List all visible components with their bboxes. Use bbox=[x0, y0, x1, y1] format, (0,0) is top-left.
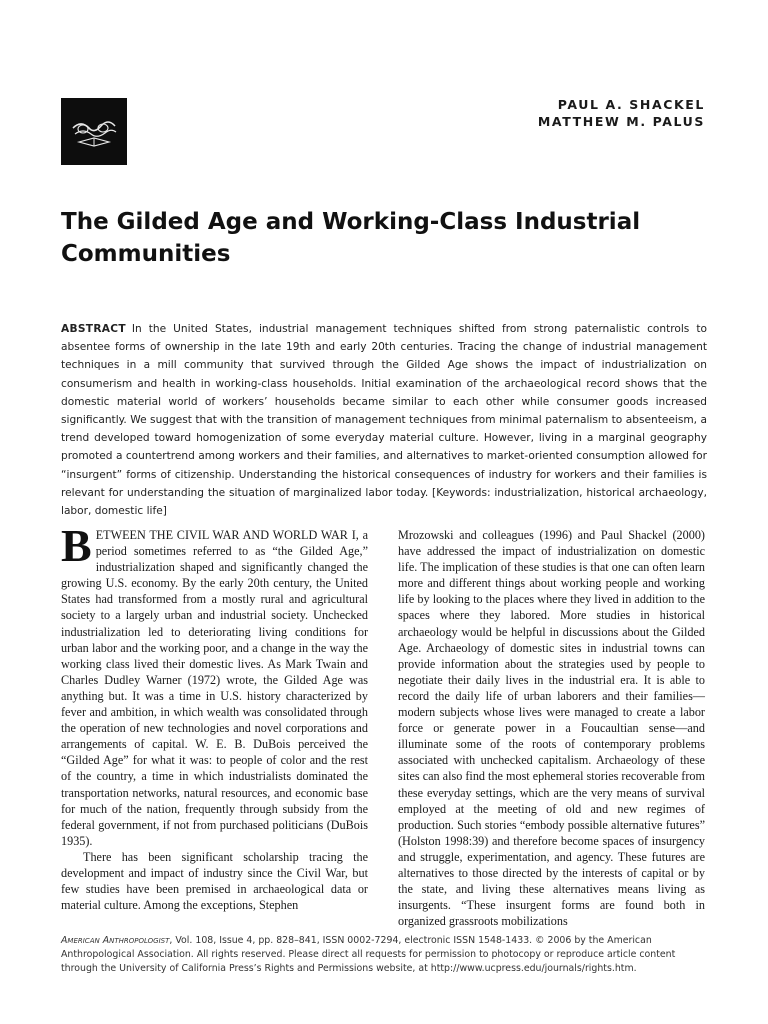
abstract-text: In the United States, industrial management techniques shifted from strong paternalistic controls to absentee forms of ownership in the late 19th and early 20th centuries. Tracing the change of industrial management techniques in a mill community that survived through the Gilded Age shows the impact of industrialization on consumerism and health in working-class households. Initial examination of the archaeological record shows that the domestic material world of workers’ households became similar to each other while consumer goods increased significantly. We suggest that with the transition of management techniques from minimal paternalism to absenteeism, a trend developed toward homogenization of some everyday material culture. However, living in a marginal geography promoted a countertrend among workers and their families, and alternatives to market-oriented consumption allowed for “insurgent” forms of citizenship. Understanding the historical consequences of industry for workers and their families is relevant for understanding the situation of marginalized labor today. [Keywords: industrialization, historical archaeology, labor, domestic life] bbox=[61, 323, 707, 518]
body-column-left bbox=[61, 520, 368, 913]
body-paragraph: There has been significant scholarship tracing the development and impact of industry since the Civil War, but few studies have been premised in archaeological data or material culture. Among the exceptions, Stephen bbox=[61, 849, 368, 913]
logo-emblem-icon bbox=[61, 98, 127, 165]
drop-cap: B bbox=[61, 520, 92, 571]
author-name: PAUL A. SHACKEL bbox=[557, 97, 705, 112]
body-paragraph bbox=[61, 520, 368, 849]
paragraph-text: ETWEEN THE CIVIL WAR AND WORLD WAR I, a period sometimes referred to as “the Gilded Age,” industrialization shaped and significantly changed the growing U.S. economy. By the early 20th century, the United States had transformed from a mostly rural and agricultural society to a largely urban and industrial society. Unchecked industrialization led to deteriorating living conditions for urban labor and the working poor, and a change in the way the working class lived their domestic lives. As Mark Twain and Charles Dudley Warner (1972) wrote, the Gilded Age was anything but. It was a time in U.S. history characterized by fever and ambition, in which wealth was consolidated through the operation of new technologies and novel corporations and arrangements of capital. W. E. B. DuBois perceived the “Gilded Age” for what it was: to people of color and the rest of the country, a time in which industrialists dominated the transportation networks, natural resources, and economic base for much of the nation, frequently through subsidy from the federal government, if not from purchased politicians (DuBois 1935). bbox=[61, 528, 368, 848]
abstract bbox=[61, 320, 707, 520]
body-column-right bbox=[398, 527, 705, 929]
abstract-label: ABSTRACT bbox=[61, 323, 126, 335]
author-name: MATTHEW M. PALUS bbox=[537, 114, 705, 129]
article-title: The Gilded Age and Working-Class Industrial Communities bbox=[61, 209, 641, 267]
citation-footer bbox=[61, 934, 709, 976]
journal-name: American Anthropologist bbox=[61, 935, 170, 946]
citation-text: , Vol. 108, Issue 4, pp. 828–841, ISSN 0002-7294, electronic ISSN 1548-1433. © 2006 by the American Anthropological Association. All rights reserved. Please direct all requests for permission to photocopy or reproduce article content through the University of California Press’s Rights and Permissions website, at http://www.ucpress.edu/journals/rights.htm. bbox=[61, 935, 676, 974]
body-paragraph: Mrozowski and colleagues (1996) and Paul Shackel (2000) have addressed the impact of industrialization on domestic life. The implication of these studies is that one can often learn more and different things about working people and working life by looking to the places where they lived in addition to the spaces where they labored. More studies in historical archaeology would be helpful in discussions about the Gilded Age. Archaeology of domestic sites in industrial towns can provide information about the strategies used by people to negotiate their daily lives in the industrial era. It is able to record the daily life of urban laborers and their families—modern subjects whose lives were managed to create a labor force or generate power in a Foucaultian sense—and illuminate some of the roots of contemporary problems associated with unchecked capitalism. Archaeology of these sites can also find the most ephemeral stories recoverable from these everyday settings, which are the very means of survival employed at the meeting of old and new regimes of production. Such stories “embody possible alternative futures” (Holston 1998:39) and therefore become spaces of insurgency and struggle, experimentation, and agency. These futures are alternatives to those directed by the interests of capital or by the state, and living these alternatives means living as insurgents. “These insurgent forms are found both in organized grassroots mobilizations bbox=[398, 528, 705, 929]
author-list bbox=[538, 96, 705, 130]
journal-logo bbox=[61, 98, 127, 165]
